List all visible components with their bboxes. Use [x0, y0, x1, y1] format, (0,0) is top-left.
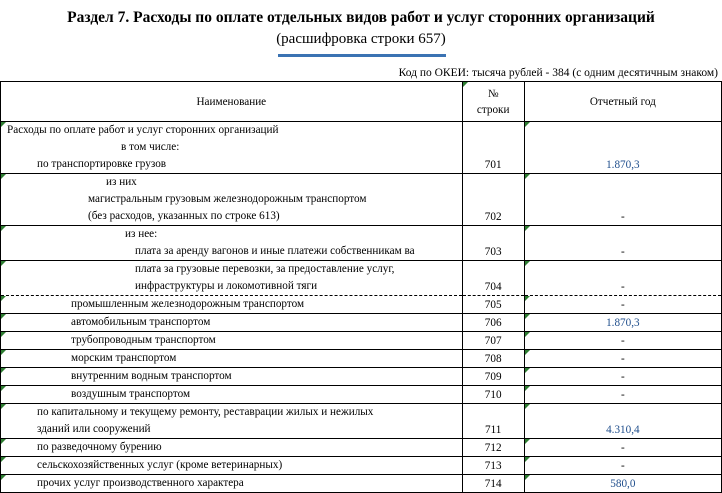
row-name-cell [1, 386, 463, 404]
row-name-line: магистральным грузовым железнодорожным транспортом [88, 193, 367, 205]
row-name-cell [1, 457, 463, 475]
row-name-line: по разведочному бурению [37, 441, 162, 453]
header-line-number-l1: № [487, 87, 499, 100]
section-subtitle: (расшифровка строки 657) [276, 31, 446, 47]
table-row [1, 457, 722, 475]
row-name-line: (без расходов, указанных по строке 613) [88, 210, 280, 222]
table-row [1, 350, 722, 368]
row-code-cell: 701 [462, 122, 524, 174]
row-name-line: из них [106, 176, 137, 188]
row-code-cell: 710 [462, 386, 524, 404]
row-code-cell: 706 [462, 314, 524, 332]
row-value-cell: - [524, 174, 721, 226]
row-code-cell: 712 [462, 439, 524, 457]
row-name-line: плата за аренду вагонов и иные платежи собственникам ва [135, 245, 415, 257]
row-code-cell: 704 [462, 261, 524, 296]
row-name-line: внутренним водным транспортом [71, 370, 232, 382]
row-name-cell [1, 174, 463, 226]
row-code-cell: 708 [462, 350, 524, 368]
row-name-line: трубопроводным транспортом [71, 334, 216, 346]
table-row [1, 386, 722, 404]
row-code-cell: 709 [462, 368, 524, 386]
row-name-line: плата за грузовые перевозки, за предоставление услуг, [135, 263, 395, 275]
header-line-number-l2: строки [476, 103, 510, 116]
row-value-cell: - [524, 332, 721, 350]
row-name-line: по транспортировке грузов [37, 158, 167, 170]
row-name-cell [1, 296, 463, 314]
section-title: Раздел 7. Расходы по оплате отдельных видов работ и услуг сторонних организаций [67, 9, 655, 26]
table-header-row [1, 82, 722, 122]
row-name-line: по капитальному и текущему ремонту, реставрации жилых и нежилых [37, 406, 374, 418]
table-row [1, 174, 722, 226]
row-name-cell [1, 368, 463, 386]
row-code-cell: 714 [462, 475, 524, 493]
table-row [1, 296, 722, 314]
table-row [1, 261, 722, 296]
header-name: Наименование [1, 82, 463, 122]
table-row [1, 332, 722, 350]
row-name-line: морским транспортом [71, 352, 177, 364]
table-row [1, 475, 722, 493]
row-code-cell: 703 [462, 226, 524, 261]
row-name-cell [1, 226, 463, 261]
row-value-cell: 1.870,3 [524, 122, 721, 174]
row-value-cell: - [524, 296, 721, 314]
row-value-cell: - [524, 368, 721, 386]
table-row [1, 439, 722, 457]
row-name-cell [1, 404, 463, 439]
expenses-table [0, 81, 722, 493]
row-name-line: прочих услуг производственного характера [37, 477, 244, 489]
header-line-number [462, 82, 524, 122]
row-code-cell: 705 [462, 296, 524, 314]
table-row [1, 368, 722, 386]
row-name-line: зданий или сооружений [37, 423, 151, 435]
row-name-cell [1, 314, 463, 332]
row-value-cell: - [524, 457, 721, 475]
row-code-cell: 711 [462, 404, 524, 439]
table-row [1, 226, 722, 261]
row-name-line: сельскохозяйственных услуг (кроме ветеринарных) [37, 459, 283, 471]
row-name-cell [1, 332, 463, 350]
row-name-line: из нее: [125, 228, 158, 240]
row-value-cell: - [524, 261, 721, 296]
row-value-cell: - [524, 386, 721, 404]
row-value-cell: 1.870,3 [524, 314, 721, 332]
row-value-cell: - [524, 350, 721, 368]
row-value-cell: - [524, 226, 721, 261]
subtitle-underline [278, 54, 446, 57]
table-row [1, 404, 722, 439]
row-name-line: воздушным транспортом [71, 388, 191, 400]
row-name-cell [1, 475, 463, 493]
row-value-cell: - [524, 439, 721, 457]
row-name-line: автомобильным транспортом [71, 316, 211, 328]
row-name-cell [1, 350, 463, 368]
table-row [1, 122, 722, 174]
row-name-line: инфраструктуры и локомотивной тяги [135, 280, 318, 292]
row-name-cell [1, 439, 463, 457]
row-code-cell: 713 [462, 457, 524, 475]
row-name-line: Расходы по оплате работ и услуг сторонних организаций [7, 124, 279, 136]
row-code-cell: 702 [462, 174, 524, 226]
row-value-cell: 4.310,4 [524, 404, 721, 439]
header-reporting-year: Отчетный год [524, 82, 721, 122]
table-row [1, 314, 722, 332]
row-value-cell: 580,0 [524, 475, 721, 493]
row-name-line: промышленным железнодорожным транспортом [71, 298, 305, 310]
row-name-cell [1, 261, 463, 296]
okei-code-note: Код по ОКЕИ: тысяча рублей - 384 (с одним десятичным знаком) [398, 67, 718, 79]
row-name-cell [1, 122, 463, 174]
row-code-cell: 707 [462, 332, 524, 350]
row-name-line: в том числе: [121, 141, 180, 153]
